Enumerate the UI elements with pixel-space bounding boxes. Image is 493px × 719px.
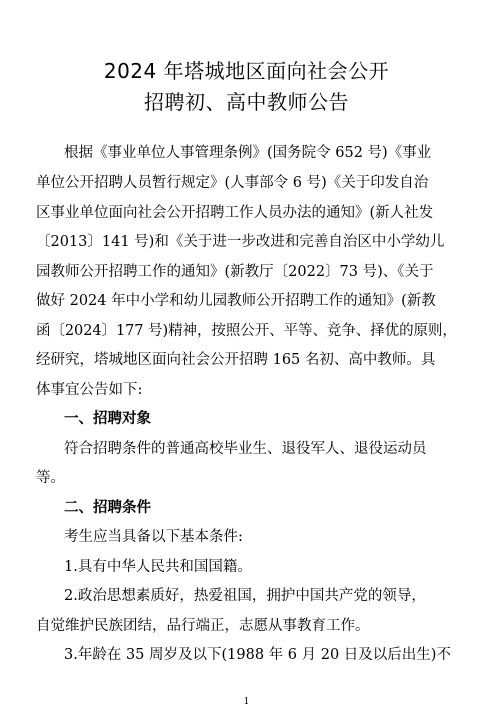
section1-line-2: 等。 bbox=[36, 470, 65, 486]
section2-line-3: 2.政治思想素质好，热爱祖国，拥护中国共产党的领导， bbox=[64, 588, 426, 604]
section1-line-1: 符合招聘条件的普通高校毕业生、退役军人、退役运动员 bbox=[64, 441, 427, 457]
intro-line-3: 区事业单位面向社会公开招聘工作人员办法的通知》(新人社发 bbox=[36, 205, 434, 221]
section2-line-1: 考生应当具备以下基本条件: bbox=[64, 529, 243, 545]
intro-line-5: 园教师公开招聘工作的通知》(新教厅〔2022〕73 号)、《关于 bbox=[36, 264, 434, 280]
intro-line-7: 函〔2024〕177 号)精神，按照公开、平等、竞争、择优的原则， bbox=[36, 323, 457, 339]
section2-line-4: 自觉维护民族团结，品行端正，志愿从事教育工作。 bbox=[36, 618, 370, 634]
intro-line-2: 单位公开招聘人员暂行规定》(人事部令 6 号)《关于印发自治 bbox=[36, 175, 429, 191]
section2-line-5: 3.年龄在 35 周岁及以下(1988 年 6 月 20 日及以后出生)不 bbox=[64, 647, 451, 663]
section2-line-2: 1.具有中华人民共和国国籍。 bbox=[64, 559, 252, 575]
intro-line-8: 经研究，塔城地区面向社会公开招聘 165 名初、高中教师。具 bbox=[36, 352, 436, 368]
section-heading-recruitment-targets: 一、招聘对象 bbox=[64, 411, 151, 427]
title-line-1: 2024 年塔城地区面向社会公开 bbox=[103, 59, 390, 83]
title-line-2: 招聘初、高中教师公告 bbox=[144, 90, 349, 114]
intro-line-1: 根据《事业单位人事管理条例》(国务院令 652 号)《事业 bbox=[64, 145, 432, 161]
intro-line-4: 〔2013〕141 号)和《关于进一步改进和完善自治区中小学幼儿 bbox=[36, 234, 445, 250]
intro-line-6: 做好 2024 年中小学和幼儿园教师公开招聘工作的通知》(新教 bbox=[36, 293, 436, 309]
page-number: 1 bbox=[243, 697, 250, 707]
section-heading-recruitment-conditions: 二、招聘条件 bbox=[64, 500, 151, 516]
intro-line-9: 体事宜公告如下: bbox=[36, 382, 143, 398]
